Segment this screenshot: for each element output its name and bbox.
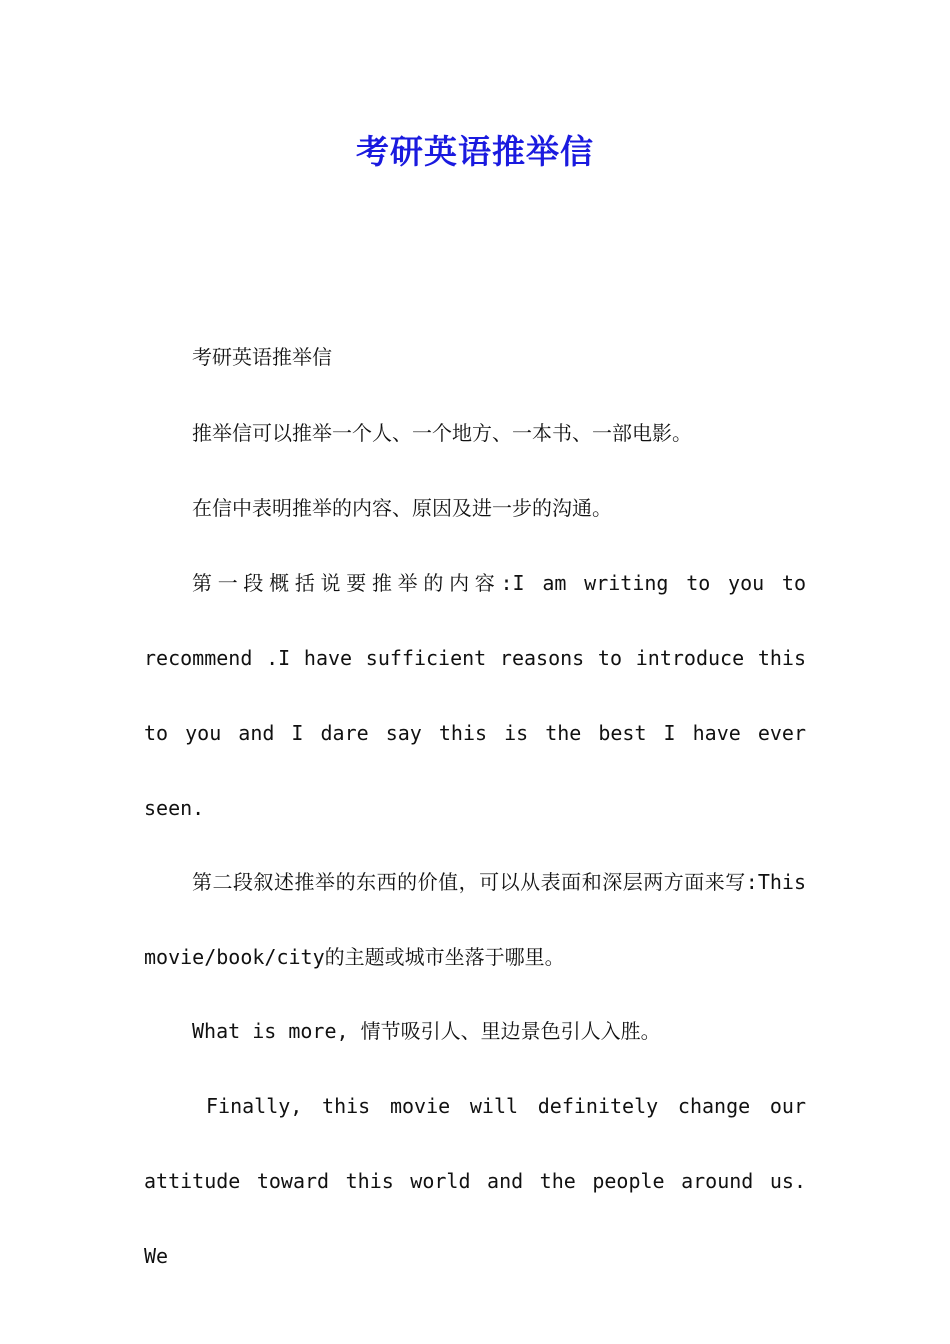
paragraph-2: 推举信可以推举一个人、一个地方、一本书、一部电影。 (192, 421, 692, 445)
paragraph-3: 在信中表明推举的内容、原因及进一步的沟通。 (192, 496, 612, 520)
paragraph-4: 第一段概括说要推举的内容:I am writing to you to recommend .I have sufficient reasons to introduce this to you and I dare say this is the best I have ever seen. (144, 571, 806, 820)
document-title: 考研英语推举信 (356, 132, 594, 171)
paragraph-7: Finally, this movie will definitely change our attitude toward this world and the people around us. We (144, 1094, 806, 1268)
paragraph-6: What is more, 情节吸引人、里边景色引人入胜。 (192, 1019, 661, 1043)
paragraph-1: 考研英语推举信 (192, 345, 332, 369)
paragraph-5: 第二段叙述推举的东西的价值，可以从表面和深层两方面来写:This movie/book/city的主题或城市坐落于哪里。 (144, 870, 806, 969)
